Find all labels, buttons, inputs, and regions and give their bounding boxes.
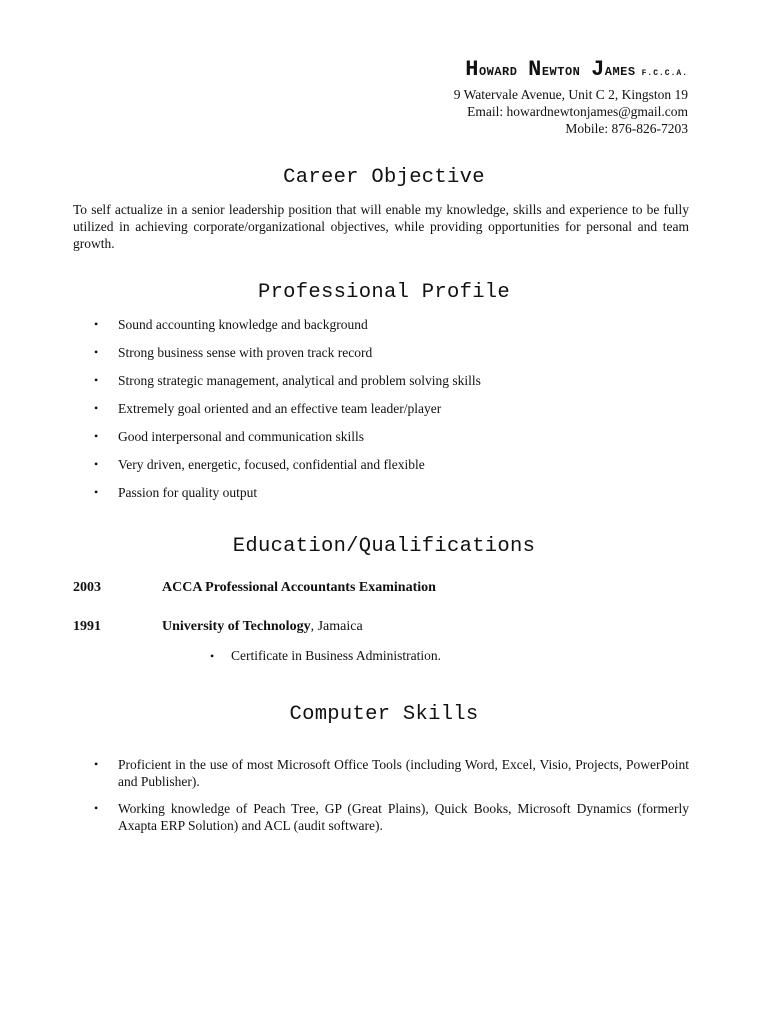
credential-suffix: F.C.C.A. — [641, 69, 688, 78]
education-entry-1991 — [73, 618, 363, 636]
bullet-icon: • — [94, 457, 99, 471]
bullet-icon: • — [210, 649, 215, 663]
address-line: 9 Watervale Avenue, Unit C 2, Kingston 19 — [453, 87, 688, 102]
list-item: • Strong business sense with proven track record — [94, 345, 373, 360]
name-part-middle: Newton — [528, 57, 581, 82]
bullet-icon: • — [94, 485, 99, 499]
education-year: 1991 — [73, 619, 101, 634]
bullet-icon: • — [94, 757, 99, 771]
list-item: • Good interpersonal and communication skills — [94, 429, 364, 444]
list-item: • Extremely goal oriented and an effective team leader/player — [94, 401, 442, 416]
bullet-icon: • — [94, 345, 99, 359]
education-institution: ACCA Professional Accountants Examination — [162, 580, 436, 595]
candidate-name — [454, 58, 688, 86]
email-line: Email: howardnewtonjames@gmail.com — [467, 104, 688, 119]
education-heading: Education/Qualifications — [232, 535, 536, 558]
bullet-icon: • — [94, 317, 99, 331]
contact-block — [454, 86, 688, 137]
computer-skills-list — [73, 756, 689, 844]
career-objective-text: To self actualize in a senior leadership position that will enable my knowledge, skills and experience to be fully utilized in achieving corporate/organizational objectives, while providing opportunities for personal and team growth. — [73, 202, 689, 251]
mobile-line: Mobile: 876-826-7203 — [565, 121, 688, 136]
education-sub-item: • Certificate in Business Administration. — [210, 648, 441, 663]
bullet-icon: • — [94, 801, 99, 815]
bullet-icon: • — [94, 429, 99, 443]
education-institution: University of Technology, Jamaica — [162, 619, 363, 634]
professional-profile-list — [73, 316, 689, 512]
education-year: 2003 — [73, 580, 101, 595]
list-item: • Passion for quality output — [94, 485, 258, 500]
education-entry-2003 — [73, 579, 436, 597]
list-item: • Proficient in the use of most Microsoft Office Tools (including Word, Excel, Visio, Projects, PowerPoint and Publisher). — [94, 757, 689, 789]
career-objective-heading: Career Objective — [283, 166, 485, 189]
resume-header — [454, 58, 688, 137]
name-part-last: James — [591, 57, 636, 82]
bullet-icon: • — [94, 401, 99, 415]
bullet-icon: • — [94, 373, 99, 387]
computer-skills-heading: Computer Skills — [289, 703, 479, 726]
list-item: • Sound accounting knowledge and background — [94, 317, 368, 332]
list-item: • Very driven, energetic, focused, confidential and flexible — [94, 457, 425, 472]
professional-profile-heading: Professional Profile — [257, 281, 511, 304]
name-part-first: Howard — [465, 57, 518, 82]
list-item: • Strong strategic management, analytical and problem solving skills — [94, 373, 481, 388]
list-item: • Working knowledge of Peach Tree, GP (Great Plains), Quick Books, Microsoft Dynamics (formerly Axapta ERP Solution) and ACL (audit software). — [94, 801, 689, 833]
